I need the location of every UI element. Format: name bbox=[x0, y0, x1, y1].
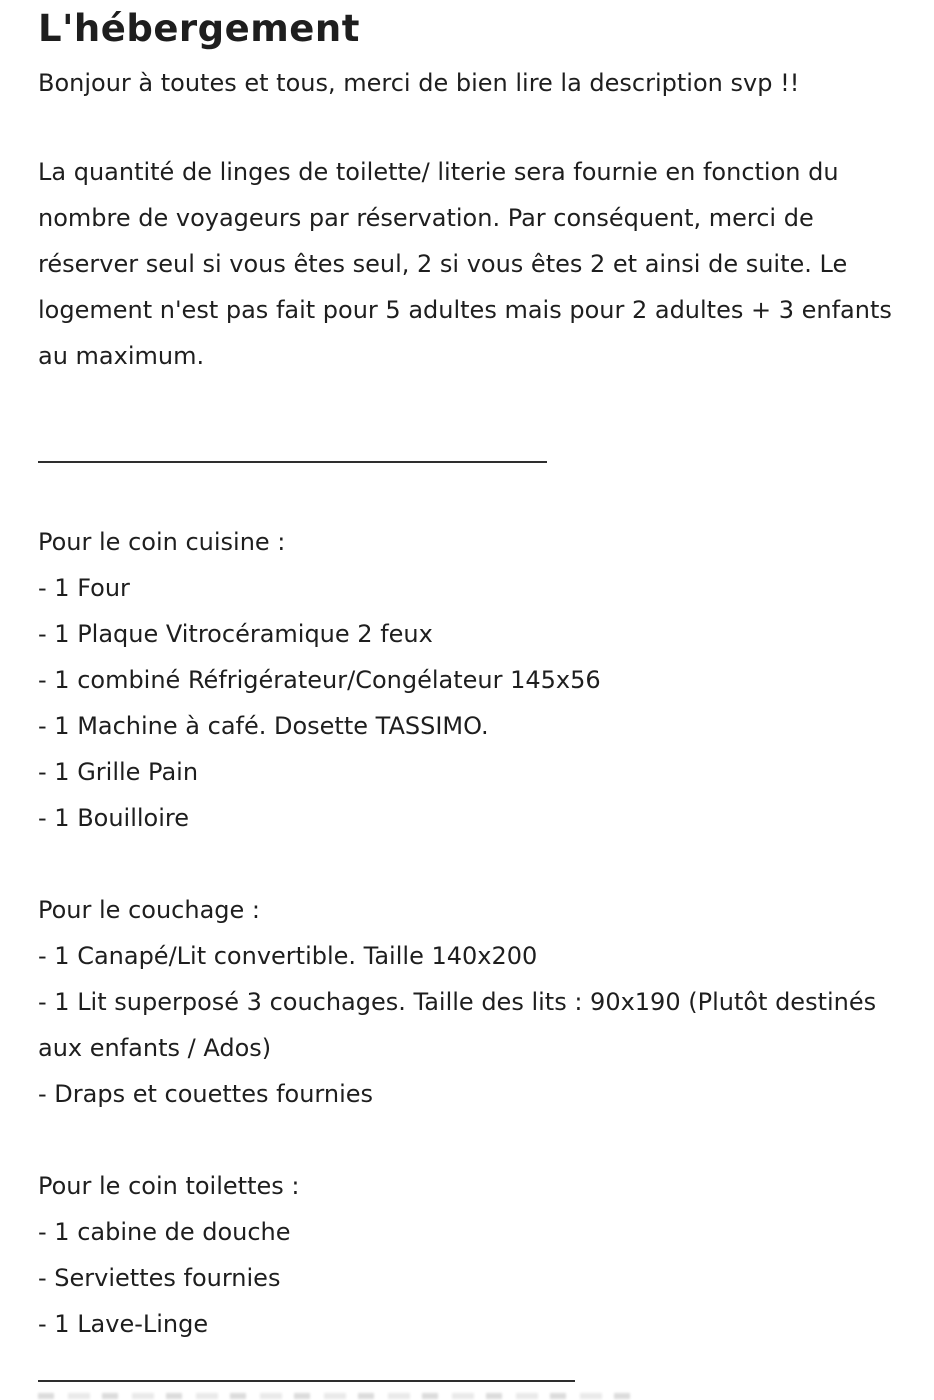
section-heading-kitchen: Pour le coin cuisine : bbox=[38, 528, 286, 556]
list-item: - 1 Grille Pain bbox=[38, 758, 199, 786]
list-item: - 1 Machine à café. Dosette TASSIMO. bbox=[38, 712, 489, 740]
section-sleeping bbox=[38, 887, 896, 1117]
divider-bottom bbox=[38, 1380, 575, 1382]
list-item: - 1 Lit superposé 3 couchages. Taille des lits : 90x190 (Plutôt destinés aux enfants / Ados) bbox=[38, 988, 877, 1062]
list-item: - 1 Canapé/Lit convertible. Taille 140x200 bbox=[38, 942, 538, 970]
section-heading-sleeping: Pour le couchage : bbox=[38, 896, 260, 924]
list-item: - 1 Lave-Linge bbox=[38, 1310, 209, 1338]
list-item: - 1 Four bbox=[38, 574, 130, 602]
list-item: - Serviettes fournies bbox=[38, 1264, 281, 1292]
list-item: - 1 Bouilloire bbox=[38, 804, 190, 832]
list-item: - 1 combiné Réfrigérateur/Congélateur 145x56 bbox=[38, 666, 601, 694]
section-bathroom bbox=[38, 1163, 896, 1347]
linen-policy-paragraph: La quantité de linges de toilette/ literie sera fournie en fonction du nombre de voyageurs par réservation. Par conséquent, merci de réserver seul si vous êtes seul, 2 si vous êtes 2 et ainsi de suite. Le logement n'est pas fait pour 5 adultes mais pour 2 adultes + 3 enfants au maximum. bbox=[38, 158, 892, 370]
list-item: - 1 Plaque Vitrocéramique 2 feux bbox=[38, 620, 433, 648]
list-item: - Draps et couettes fournies bbox=[38, 1080, 374, 1108]
section-kitchen bbox=[38, 519, 896, 841]
intro-note: Bonjour à toutes et tous, merci de bien lire la description svp !! bbox=[38, 69, 800, 97]
divider-top bbox=[38, 461, 547, 463]
cutoff-text-fragment bbox=[38, 1393, 638, 1399]
list-item: - 1 cabine de douche bbox=[38, 1218, 291, 1246]
page-title: L'hébergement bbox=[38, 7, 360, 50]
section-heading-bathroom: Pour le coin toilettes : bbox=[38, 1172, 300, 1200]
